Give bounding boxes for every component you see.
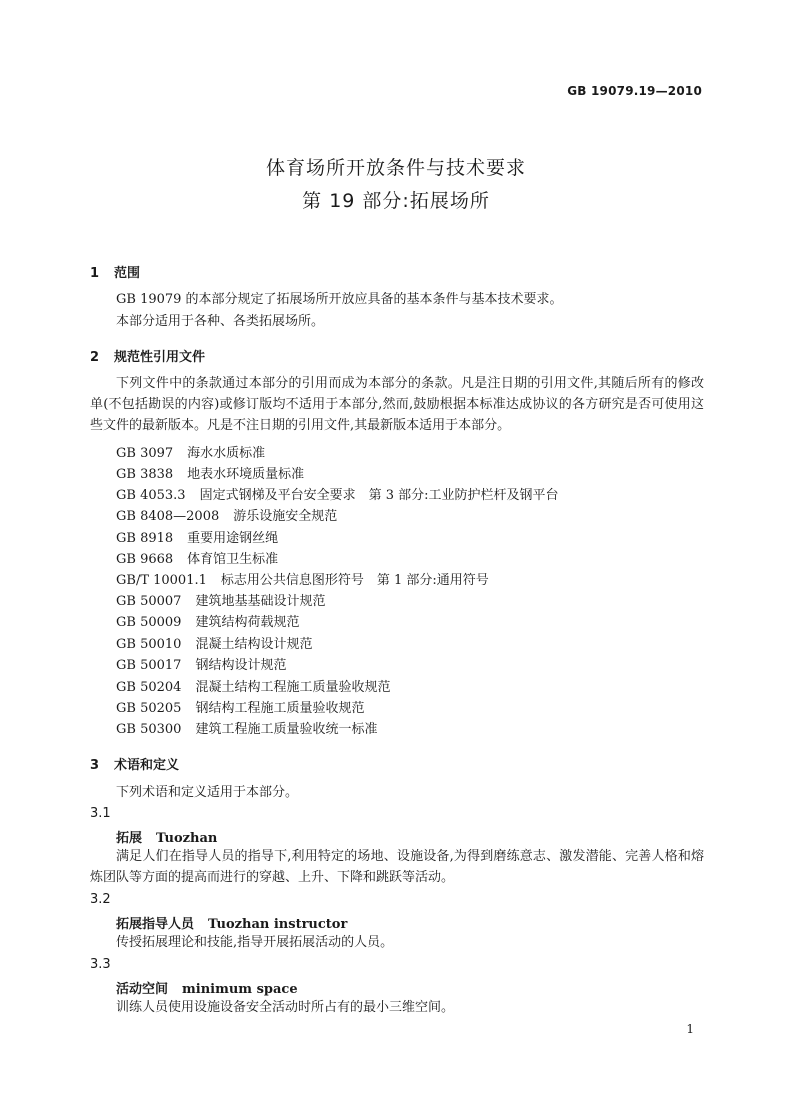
reference-title: 标志用公共信息图形符号 第 1 部分:通用符号 bbox=[220, 573, 489, 588]
clause-number: 3.3 bbox=[90, 957, 111, 972]
reference-item bbox=[116, 569, 489, 588]
clause-number: 3.1 bbox=[90, 806, 111, 821]
reference-code: GB 4053.3 bbox=[116, 488, 186, 503]
section-number: 3 bbox=[90, 758, 100, 773]
reference-item bbox=[116, 633, 312, 652]
reference-code: GB 50204 bbox=[116, 680, 182, 695]
paragraph: GB 19079 的本部分规定了拓展场所开放应具备的基本条件与基本技术要求。 bbox=[116, 292, 563, 307]
reference-title: 钢结构工程施工质量验收规范 bbox=[195, 701, 365, 716]
reference-code: GB 8408—2008 bbox=[116, 509, 220, 524]
reference-code: GB/T 10001.1 bbox=[116, 573, 207, 588]
section-title: 规范性引用文件 bbox=[114, 350, 206, 365]
reference-item bbox=[116, 463, 304, 482]
reference-code: GB 3838 bbox=[116, 467, 174, 482]
reference-item bbox=[116, 548, 278, 567]
reference-code: GB 50017 bbox=[116, 658, 182, 673]
reference-title: 混凝土结构工程施工质量验收规范 bbox=[195, 680, 391, 695]
reference-item bbox=[116, 442, 265, 461]
term-heading bbox=[116, 827, 217, 846]
term-en: Tuozhan bbox=[156, 831, 218, 846]
reference-code: GB 9668 bbox=[116, 552, 174, 567]
term-definition: 传授拓展理论和技能,指导开展拓展活动的人员。 bbox=[116, 935, 394, 950]
section-number: 2 bbox=[90, 350, 100, 365]
term-zh: 拓展 bbox=[116, 831, 143, 846]
reference-item bbox=[116, 654, 286, 673]
reference-item bbox=[116, 527, 278, 546]
reference-title: 重要用途钢丝绳 bbox=[187, 531, 279, 546]
term-heading bbox=[116, 978, 298, 997]
reference-code: GB 50205 bbox=[116, 701, 182, 716]
reference-title: 体育馆卫生标准 bbox=[187, 552, 279, 567]
reference-title: 混凝土结构设计规范 bbox=[195, 637, 313, 652]
reference-title: 游乐设施安全规范 bbox=[233, 509, 338, 524]
section-title: 术语和定义 bbox=[114, 758, 180, 773]
reference-item bbox=[116, 718, 377, 737]
term-en: minimum space bbox=[182, 982, 298, 997]
paragraph: 本部分适用于各种、各类拓展场所。 bbox=[116, 314, 325, 329]
clause-number: 3.2 bbox=[90, 892, 111, 907]
document-subtitle: 第 19 部分:拓展场所 bbox=[302, 190, 490, 212]
section-3-heading bbox=[90, 754, 179, 773]
reference-title: 建筑结构荷载规范 bbox=[195, 615, 300, 630]
reference-item bbox=[116, 505, 337, 524]
reference-item bbox=[116, 611, 299, 630]
reference-code: GB 50010 bbox=[116, 637, 182, 652]
reference-title: 海水水质标准 bbox=[187, 446, 266, 461]
reference-code: GB 50009 bbox=[116, 615, 182, 630]
term-definition: 满足人们在指导人员的指导下,利用特定的场地、设施设备,为得到磨练意志、激发潜能、完善人格和熔炼团队等方面的提高而进行的穿越、上升、下降和跳跃等活动。 bbox=[90, 849, 704, 885]
reference-code: GB 50300 bbox=[116, 722, 182, 737]
reference-title: 固定式钢梯及平台安全要求 第 3 部分:工业防护栏杆及钢平台 bbox=[199, 488, 559, 503]
term-heading bbox=[116, 913, 347, 932]
reference-item bbox=[116, 590, 325, 609]
term-definition: 训练人员使用设施设备安全活动时所占有的最小三维空间。 bbox=[116, 1000, 455, 1015]
reference-code: GB 3097 bbox=[116, 446, 174, 461]
page-number: 1 bbox=[686, 1022, 694, 1036]
section-2-intro: 下列文件中的条款通过本部分的引用而成为本部分的条款。凡是注日期的引用文件,其随后所有的修改单(不包括勘误的内容)或修订版均不适用于本部分,然而,鼓励根据本标准达成协议的各方研究是否可使用这些文件的最新版本。凡是不注日期的引用文件,其最新版本适用于本部分。 bbox=[90, 376, 704, 433]
term-en: Tuozhan instructor bbox=[208, 917, 348, 932]
section-2-heading bbox=[90, 346, 205, 365]
term-zh: 活动空间 bbox=[116, 982, 169, 997]
reference-title: 建筑工程施工质量验收统一标准 bbox=[195, 722, 378, 737]
reference-code: GB 50007 bbox=[116, 594, 182, 609]
document-title: 体育场所开放条件与技术要求 bbox=[265, 157, 526, 179]
reference-item bbox=[116, 484, 558, 503]
reference-title: 建筑地基基础设计规范 bbox=[195, 594, 326, 609]
reference-title: 地表水环境质量标准 bbox=[187, 467, 305, 482]
section-1-heading bbox=[90, 262, 140, 281]
reference-code: GB 8918 bbox=[116, 531, 174, 546]
section-number: 1 bbox=[90, 266, 100, 281]
reference-item bbox=[116, 676, 390, 695]
term-zh: 拓展指导人员 bbox=[116, 917, 195, 932]
section-3-intro: 下列术语和定义适用于本部分。 bbox=[116, 785, 299, 800]
section-title: 范围 bbox=[114, 266, 141, 281]
reference-item bbox=[116, 697, 364, 716]
reference-title: 钢结构设计规范 bbox=[195, 658, 287, 673]
standard-number: GB 19079.19—2010 bbox=[567, 84, 702, 98]
